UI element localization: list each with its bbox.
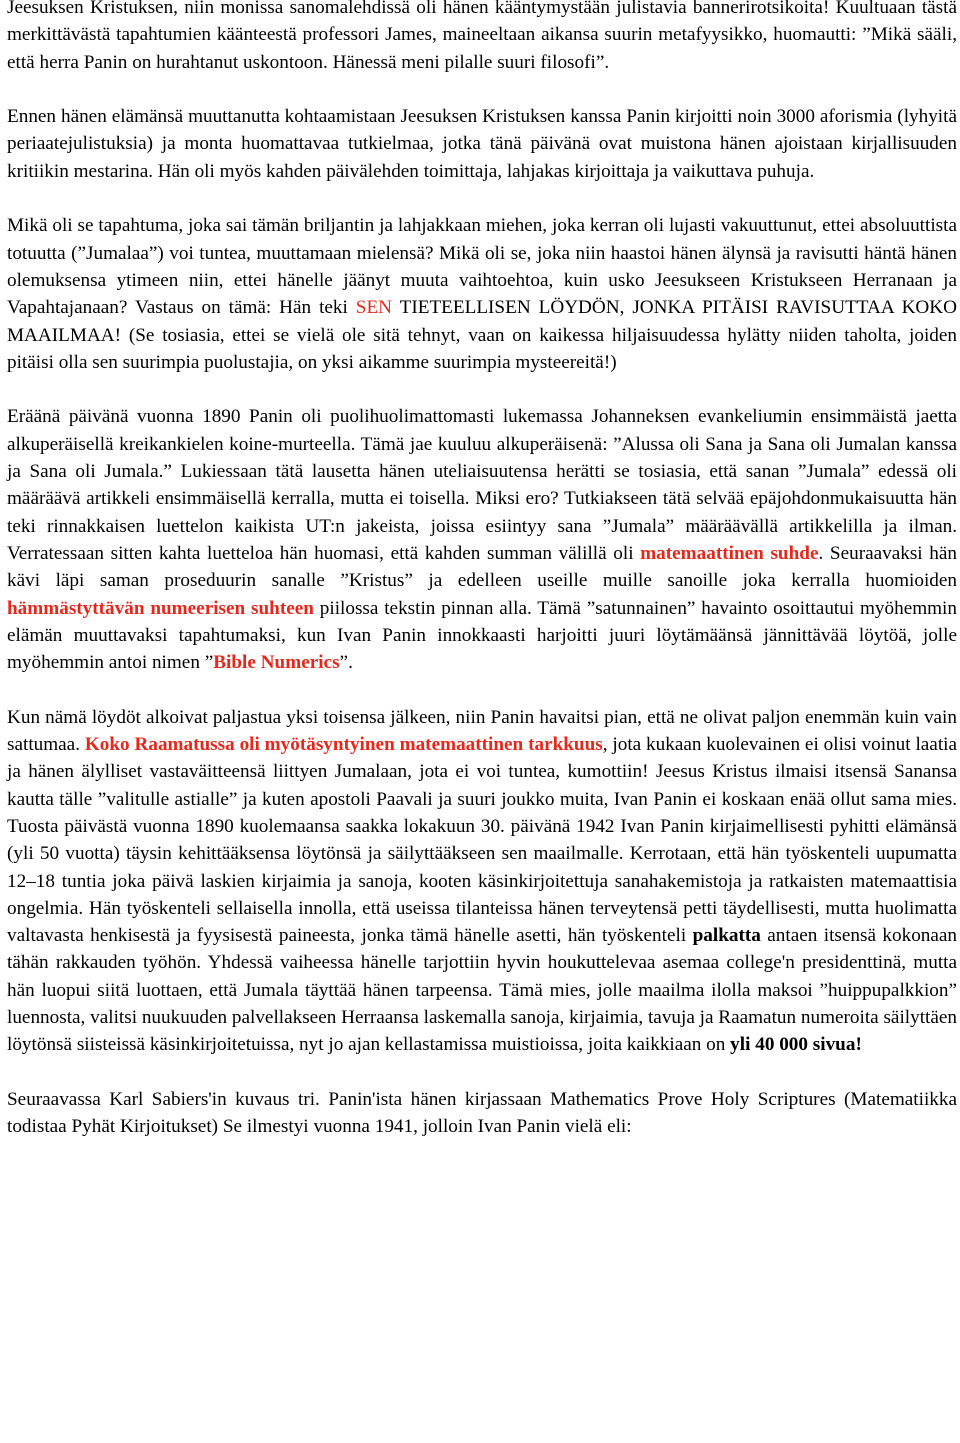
highlight-mathematical-relation: matemaattinen suhde — [640, 542, 819, 564]
paragraph-text: . Seuraavaksi hän kävi läpi saman proseduurin sanalle ”Kristus” ja edelleen useille muille sanoille joka kerralla huomioiden — [7, 542, 957, 592]
paragraph-text: ”. — [339, 652, 353, 674]
paragraph-text: Seuraavassa Karl Sabiers'in kuvaus tri. Panin'ista hänen kirjassaan Mathematics Prove Holy Scriptures (Matematiikka todistaa Pyhät Kirjoitukset) Se ilmestyi vuonna 1941, jolloin Ivan Panin vielä eli: — [7, 1088, 957, 1138]
document-page — [7, 0, 957, 1168]
paragraph-text: piilossa tekstin pinnan alla. Tämä ”satunnainen” havainto osoittautui myöhemmin elämän muuttavaksi tapahtumaksi, kun Ivan Panin innokkaasti harjoitti juuri löytämäänsä jännittävää löytöä, jolle myöhemmin antoi nimen ” — [7, 597, 957, 674]
paragraph-text: Kun nämä löydöt alkoivat paljastua yksi toisensa jälkeen, niin Panin havaitsi pian, että ne olivat paljon enemmän kuin vain sattumaa. — [7, 706, 957, 756]
paragraph-conversion-headlines — [7, 0, 957, 76]
bold-page-count: yli 40 000 sivua! — [730, 1034, 862, 1056]
highlight-sen: SEN — [355, 297, 393, 319]
paragraph-text: antaen itsensä kokonaan tähän rakkauden työhön. Yhdessä vaiheessa hänelle tarjottiin hyvin houkuttelevaa asemaa college'n presidenttinä, mutta hän luopui siitä luottaen, että Jumala täyttää hänen tarpeensa. Tämä mies, jolle maailma ilolla maksoi ”huippupalkkion” luennosta, valitsi nuukuuden palvellakseen Herraansa laskemalla sanoja, kirjaimia, tavuja ja Raamatun numeroita säilyttäen löytönsä siisteissä käsinkirjoitetuissa, nyt jo ajan kellastamissa muistioissa, joita kaikkiaan on — [7, 925, 958, 1056]
paragraph-sabiers-description — [7, 1086, 957, 1141]
paragraph-john-gospel — [7, 403, 957, 676]
paragraph-aphorisms — [7, 103, 957, 185]
paragraph-text: , jota kukaan kuolevainen ei olisi voinut laatia ja hänen älylliset vastaväitteensä liittyen Jumalaan, jota ei voi tuntea, kumottiin! Jeesus Kristus ilmaisi itsensä Sanansa kautta tälle ”valitulle astialle” ja kuten apostoli Paavali ja suuri joukko muita, Ivan Panin ei koskaan enää ollut sama mies. Tuosta päivästä vuonna 1890 kuolemaansa saakka lokakuun 30. päivänä 1942 Ivan Panin kirjaimellisesti pyhitti elämänsä (yli 50 vuotta) täysin kehittääksensa löytönsä ja säilyttääkseen sen maailmalle. Kerrotaan, että hän työskenteli uupumatta 12–18 tuntia joka päivä laskien kirjaimia ja sanoja, kooten käsinkirjoitettuja sanahakemistoja ja ratkaisten matemaattisia ongelmia. Hän työskenteli sellaisella innolla, että useissa tilanteissa hänen terveytensä petti täydellisesti, mutta huolimatta valtavasta henkisestä ja fyysisestä paineesta, jonka tämä hänelle asetti, hän työskenteli — [7, 734, 957, 947]
paragraph-scientific-discovery — [7, 212, 957, 376]
paragraph-text: Ennen hänen elämänsä muuttanutta kohtaamistaan Jeesuksen Kristuksen kanssa Panin kirjoitti noin 3000 aforismia (lyhyitä periaatejulistuksia) ja monta huomattavaa tutkielmaa, jotka tänä päivänä ovat muistona hänen ajoistaan kirjallisuuden kritiikin mestarina. Hän oli myös kahden päivälehden toimittaja, lahjakas kirjoittaja ja vaikuttava puhuja. — [7, 106, 957, 182]
bold-unpaid: palkatta — [692, 925, 761, 947]
highlight-mathematical-precision: Koko Raamatussa oli myötäsyntyinen matemaattinen tarkkuus — [84, 734, 603, 756]
paragraph-text: TIETEELLISEN LÖYDÖN, JONKA PITÄISI RAVISUTTAA KOKO MAAILMAA! (Se tosiasia, ettei se vielä ole sitä tehnyt, vaan on kaikessa hiljaisuudessa hylätty niiden taholta, joiden pitäisi olla sen suurimpia puolustajia, on yksi aikamme suurimpia mysteereitä!) — [7, 297, 957, 373]
paragraph-text: Eräänä päivänä vuonna 1890 Panin oli puolihuolimattomasti lukemassa Johanneksen evankeliumin ensimmäistä jaetta alkuperäisellä kreikankielen koine-murteella. Tämä jae kuuluu alkuperäisenä: ”Alussa oli Sana ja Sana oli Jumalan kanssa ja Sana oli Jumala.” Lukiessaan tätä lausetta hänen uteliaisuutensa herätti se tosiasia, että sanan ”Jumala” edessä oli määräävä artikkeli ensimmäisellä kerralla, mutta ei toisella. Miksi ero? Tutkiakseen tätä selvää epäjohdonmukaisuutta hän teki rinnakkaisen luettelon kaikista UT:n jakeista, joissa esiintyy sana ”Jumala” määräävällä artikkelilla ja ilman. Verratessaan sitten kahta luetteloa hän huomasi, että kahden summan välillä oli — [7, 406, 957, 564]
paragraph-life-work — [7, 704, 957, 1059]
highlight-bible-numerics: Bible Numerics — [213, 652, 340, 674]
highlight-numeric-relation: hämmästyttävän numeerisen suhteen — [7, 597, 314, 619]
paragraph-text: Jeesuksen Kristuksen, niin monissa sanomalehdissä oli hänen kääntymystään julistavia bannerirotsikoita! Kuultuaan tästä merkittävästä tapahtumien käänteestä professori James, maineeltaan aikansa suurin metafyysikko, huomautti: ”Mikä sääli, että herra Panin on hurahtanut uskontoon. Hänessä meni pilalle suuri filosofi”. — [7, 0, 957, 73]
paragraph-text: Mikä oli se tapahtuma, joka sai tämän briljantin ja lahjakkaan miehen, joka kerran oli lujasti vakuuttunut, ettei absoluuttista totuutta (”Jumalaa”) voi tuntea, muuttamaan mielensä? Mikä oli se, joka niin haastoi hänen älynsä ja ravisutti häntä hänen olemuksensa ytimeen niin, ettei hänelle jäänyt muuta vaihtoehtoa, kuin usko Jeesukseen Kristukseen Herranaan ja Vapahtajanaan? Vastaus on tämä: Hän teki — [7, 215, 957, 319]
